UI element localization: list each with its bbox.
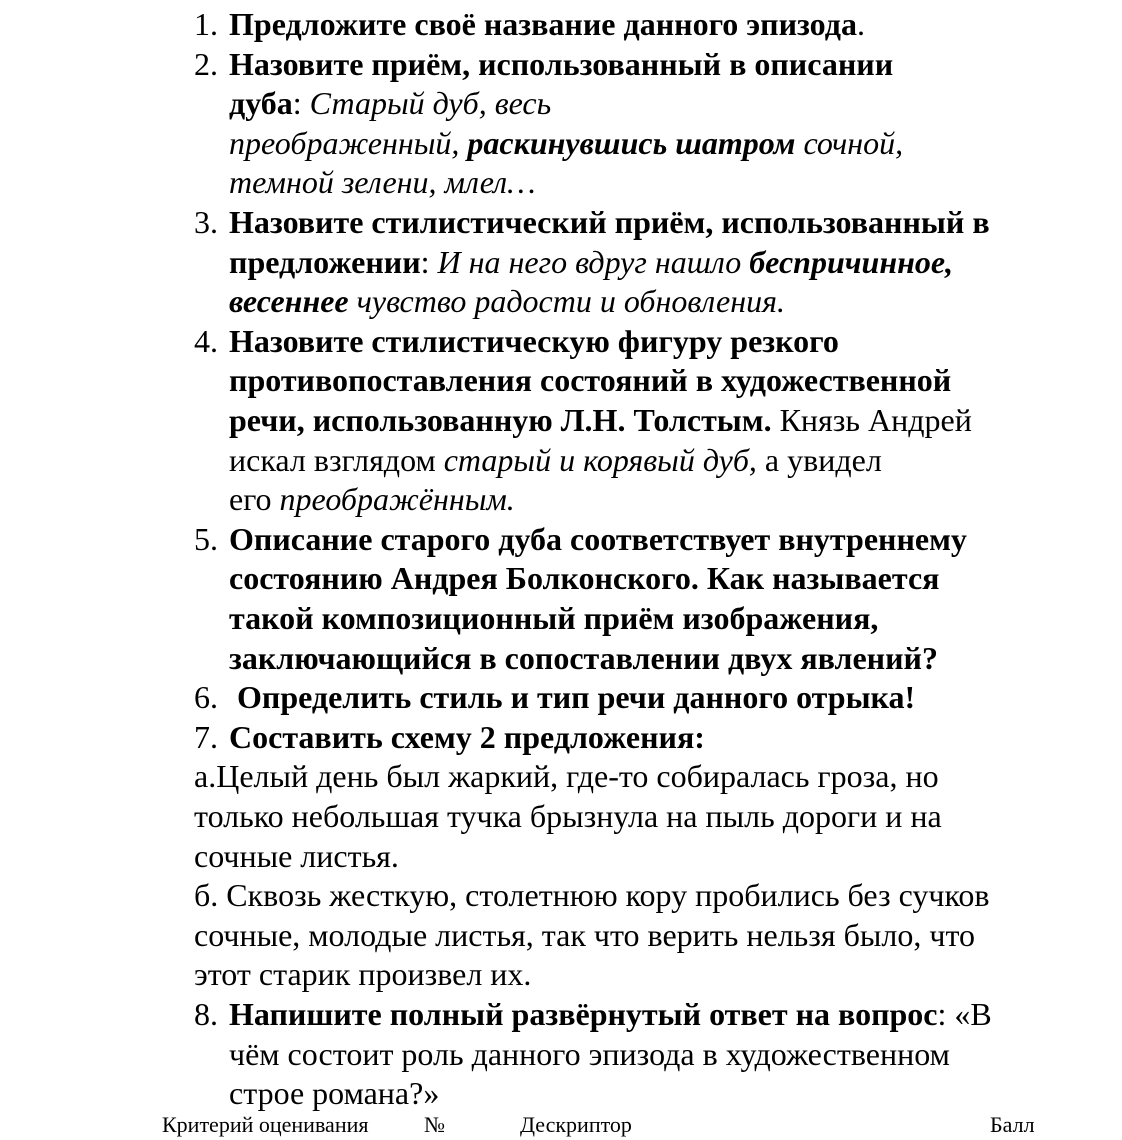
text-segment: а увидел (756, 441, 882, 478)
text-segment: такой композиционный приём изображения, (229, 600, 879, 636)
text-segment: сочные листья. (194, 837, 399, 874)
text-segment: заключающийся в сопоставлении двух явлений? (229, 639, 938, 676)
text-segment: Назовите стилистическую фигуру резкого (229, 322, 839, 359)
text-segment: а.Целый день был жаркий, где-то собиралась гроза, но (194, 758, 939, 795)
text-line (229, 4, 865, 44)
text-segment: старый и корявый дуб, (443, 441, 757, 478)
text-line (229, 638, 938, 678)
text-line (229, 677, 915, 717)
text-segment: Князь Андрей (771, 402, 972, 438)
text-segment: Старый дуб, весь (309, 85, 552, 122)
item-number: 3. (194, 204, 218, 240)
footer-criterion: Критерий оценивания (162, 1112, 369, 1137)
text-segment: чём состоит роль данного эпизода в художественном (229, 1035, 950, 1072)
text-segment: б. Сквозь жесткую, столетнюю кору пробились без сучков (194, 877, 990, 914)
text-line (229, 162, 536, 202)
text-line (229, 558, 939, 598)
text-segment: Определить стиль и тип речи данного отрыка! (229, 679, 916, 716)
text-segment: весеннее (229, 283, 349, 320)
text-segment: преображенный, (229, 124, 468, 161)
item-number: 1. (194, 6, 218, 42)
text-line (229, 44, 893, 84)
item-number: 5. (194, 520, 218, 557)
text-segment: . (856, 6, 865, 42)
text-segment: Описание старого дуба соответствует внутреннему (229, 520, 967, 557)
text-line (229, 360, 951, 400)
text-line (229, 202, 990, 242)
item-number: 7. (194, 718, 218, 755)
text-line (229, 1034, 950, 1074)
text-line (194, 915, 975, 955)
text-segment: Напишите полный развёрнутый ответ на вопрос (229, 996, 938, 1032)
text-line (229, 281, 785, 321)
text-line (194, 756, 939, 796)
text-line (229, 242, 953, 282)
text-line (229, 479, 515, 519)
text-segment: этот старик произвел их. (194, 956, 532, 993)
footer-score: Балл (990, 1112, 1035, 1137)
text-segment: искал взглядом (229, 441, 444, 478)
text-line (194, 875, 990, 915)
text-segment: строе романа?» (229, 1075, 440, 1112)
text-segment: только небольшая тучка брызнула на пыль дороги и на (194, 798, 942, 834)
text-segment: чувство радости и обновления. (348, 283, 785, 320)
text-segment: предложении (229, 243, 421, 280)
item-number: 6. (194, 679, 218, 716)
item-number: 8. (194, 996, 218, 1032)
text-line (229, 1073, 439, 1113)
text-line (229, 400, 972, 440)
text-line (194, 954, 531, 994)
text-segment: : (420, 243, 438, 280)
text-segment: дуба (229, 85, 293, 122)
text-segment: Назовите приём, использованный в описании (229, 45, 894, 82)
text-line (194, 836, 399, 876)
text-segment: состоянию Андрея Болконского. Как называется (229, 560, 940, 597)
rubric-table-header (0, 1110, 1122, 1137)
text-line (229, 440, 882, 480)
text-segment: речи, использованную Л.Н. Толстым. (229, 402, 772, 438)
text-segment: Составить схему 2 предложения: (229, 718, 705, 755)
text-segment: : (292, 85, 310, 122)
text-line (229, 519, 967, 559)
text-segment: его (229, 481, 280, 518)
text-segment: Предложите своё название данного эпизода (229, 6, 857, 42)
text-line (229, 123, 903, 163)
text-segment: беспричинное, (749, 243, 954, 280)
text-line (229, 717, 705, 757)
text-segment: раскинувшись шатром (467, 124, 796, 161)
text-line (229, 598, 878, 638)
text-segment: И на него вдруг нашло (437, 243, 750, 280)
text-segment: : «В (937, 996, 992, 1032)
item-number: 2. (194, 45, 218, 82)
footer-number: № (424, 1112, 445, 1137)
text-line (194, 796, 942, 836)
text-line (229, 321, 839, 361)
footer-descriptor: Дескриптор (520, 1112, 632, 1137)
text-line (229, 994, 992, 1034)
text-segment: противопоставления состояний в художественной (229, 362, 952, 399)
text-segment: темной зелени, млел… (229, 164, 536, 201)
text-segment: Назовите стилистический приём, использованный в (229, 204, 990, 240)
text-line (229, 83, 551, 123)
text-segment: сочные, молодые листья, так что верить нельзя было, что (194, 916, 976, 953)
text-segment: сочной, (795, 124, 904, 161)
item-number: 4. (194, 322, 218, 359)
text-segment: преображённым. (279, 481, 515, 518)
